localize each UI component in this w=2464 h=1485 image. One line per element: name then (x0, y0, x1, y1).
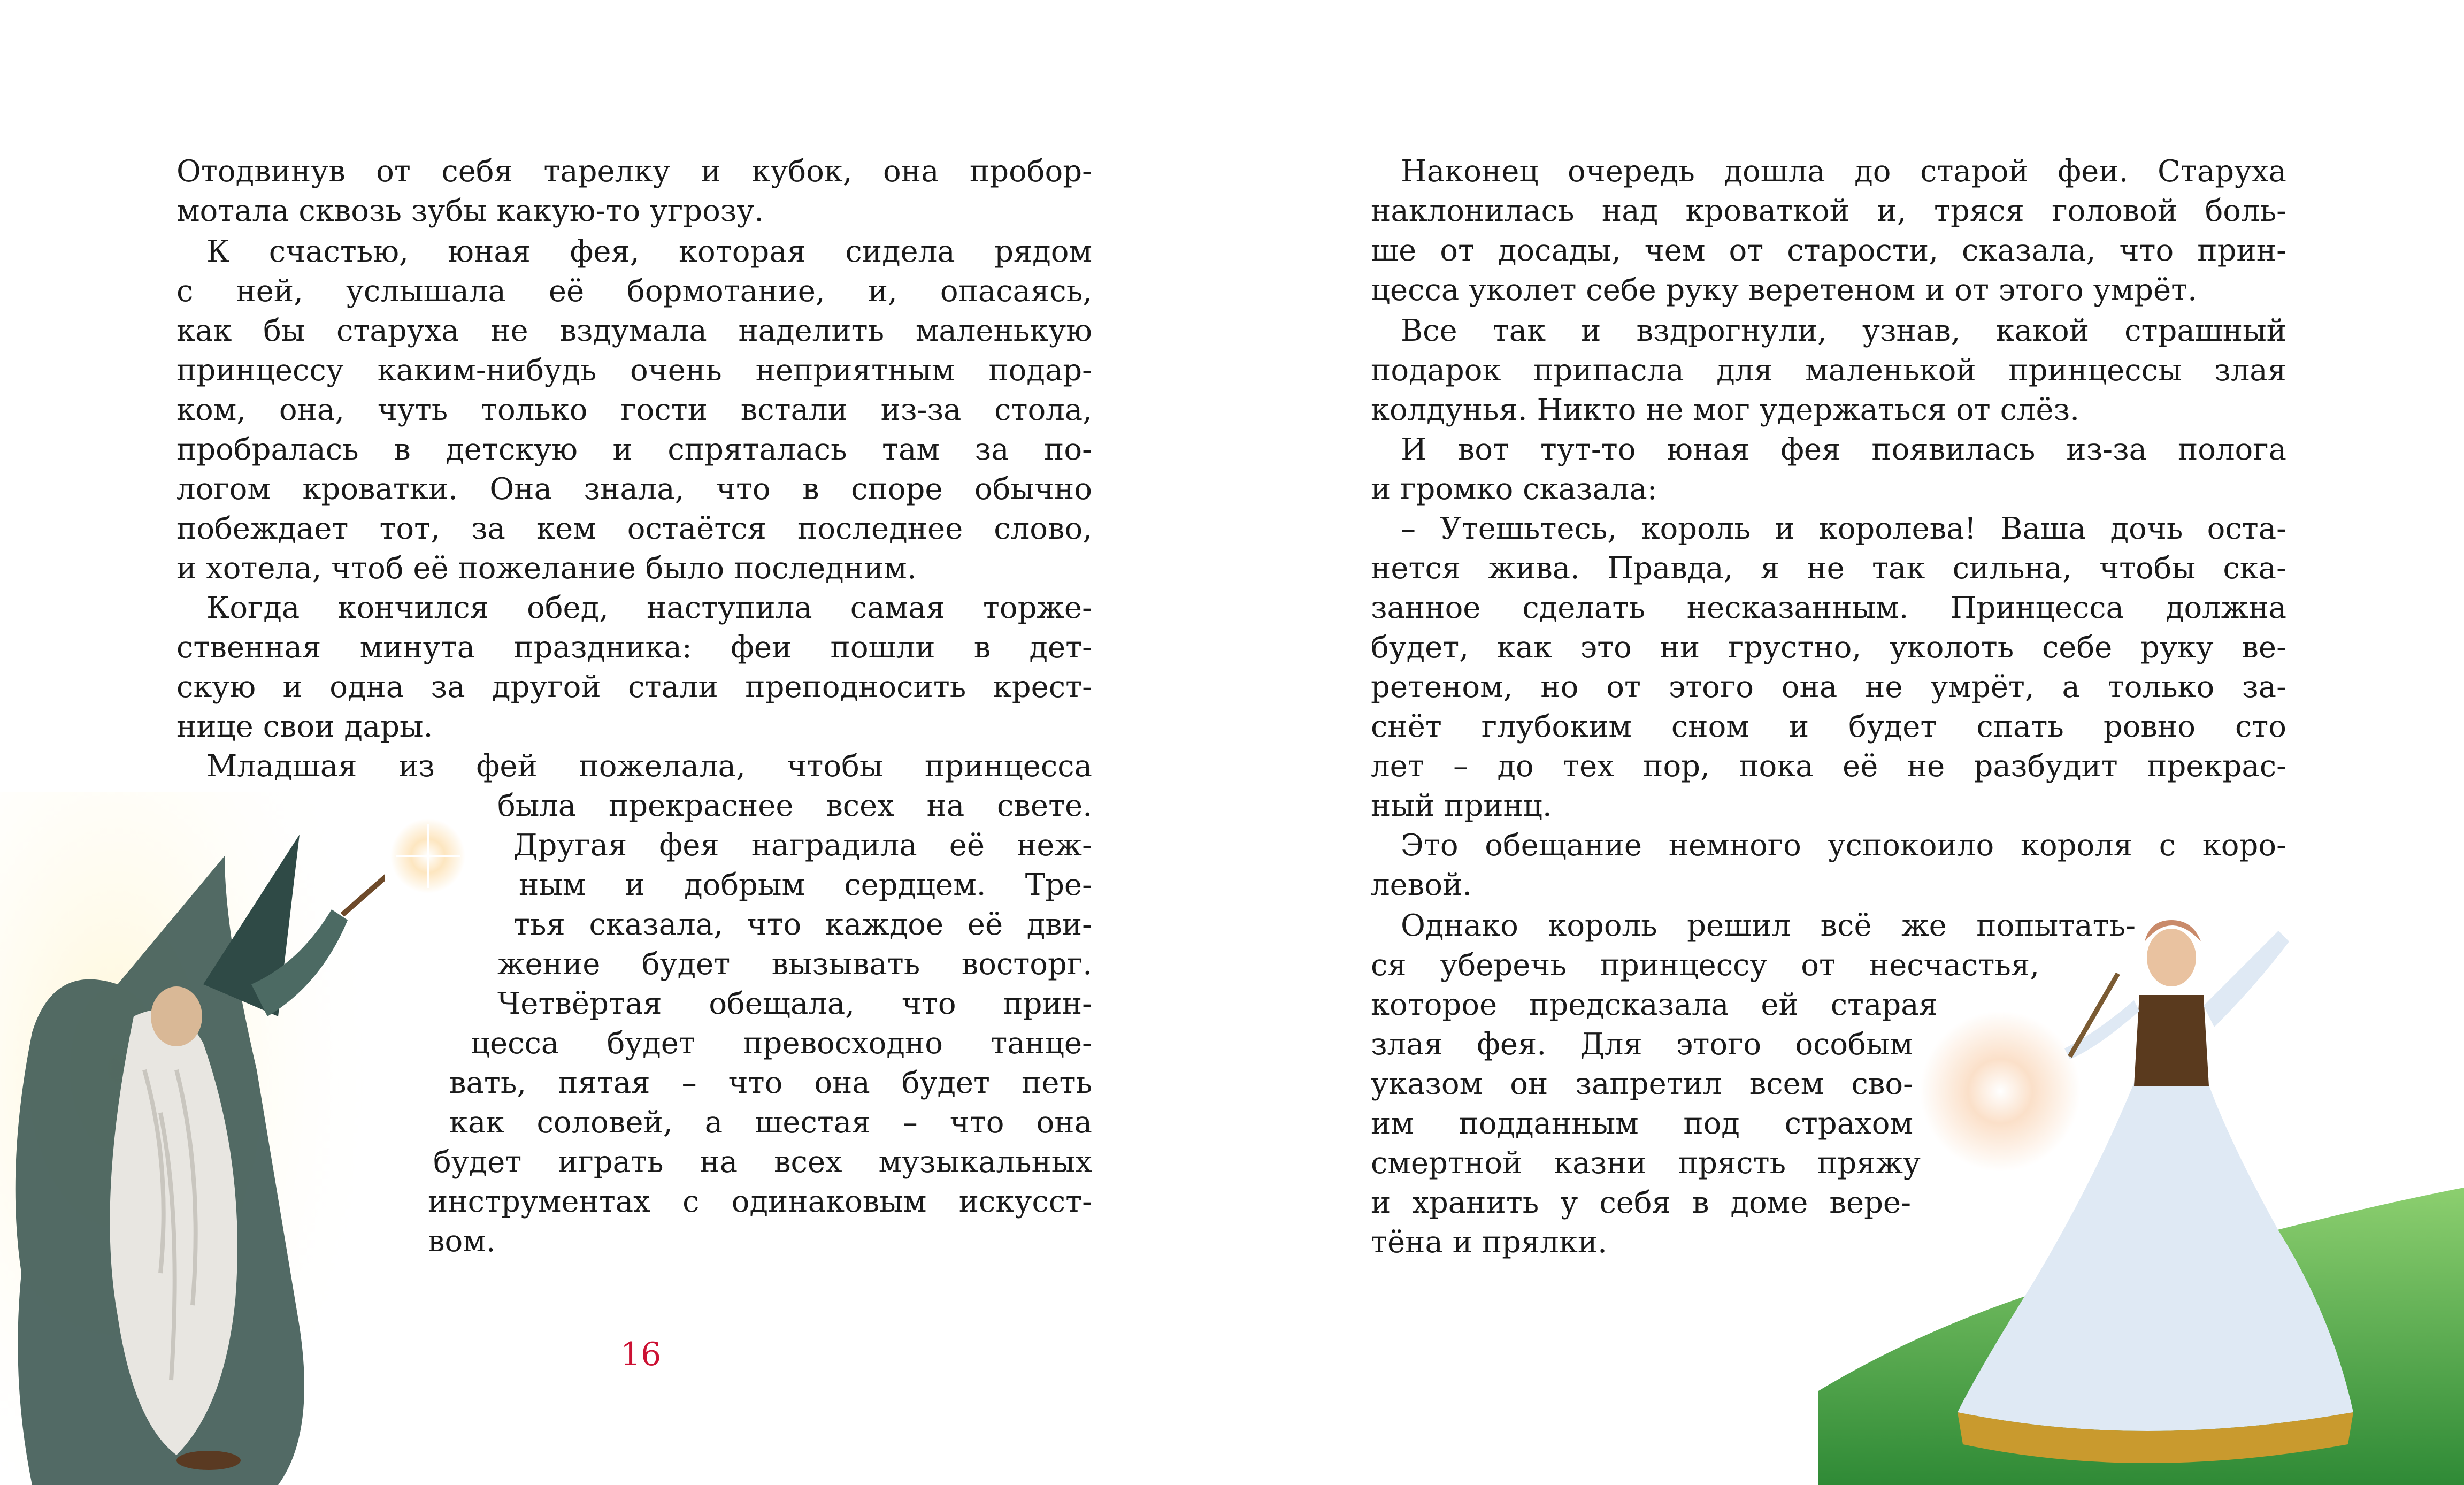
text-line: К счастью, юная фея, которая сидела рядом (206, 234, 1092, 269)
wand-glow-left (385, 813, 471, 899)
text-line: левой. (1371, 868, 1472, 902)
text-line: нется жива. Правда, я не так сильна, чтобы ска- (1371, 551, 2286, 586)
text-line: скую и одна за другой стали преподносить крест- (176, 670, 1092, 705)
text-line: Отодвинув от себя тарелку и кубок, она пробор- (176, 154, 1092, 189)
text-line: И вот тут-то юная фея появилась из-за полога (1401, 432, 2286, 467)
text-line: цесса будет превосходно танце- (471, 1026, 1092, 1061)
text-line: жение будет вызывать восторг. (497, 947, 1092, 982)
text-line: с ней, услышала её бормотание, и, опасаясь, (176, 274, 1092, 309)
text-line: смертной казни прясть пряжу (1371, 1146, 1921, 1181)
text-line: Наконец очередь дошла до старой феи. Старуха (1401, 154, 2286, 189)
text-line: побеждает тот, за кем остаётся последнее слово, (176, 511, 1092, 546)
text-line: тёна и прялки. (1371, 1225, 1607, 1260)
text-line: ретеном, но от этого она не умрёт, а только за- (1371, 670, 2286, 705)
text-line: и хотела, чтоб её пожелание было последним. (176, 551, 917, 586)
text-line: Все так и вздрогнули, узнав, какой страшный (1401, 313, 2286, 348)
text-line: которое предсказала ей старая (1371, 988, 1938, 1022)
text-line: и громко сказала: (1371, 472, 1657, 507)
text-line: Четвёртая обещала, что прин- (497, 986, 1092, 1021)
text-line: нице свои дары. (176, 709, 433, 744)
text-line: ный принц. (1371, 789, 1552, 823)
page-number: 16 (620, 1336, 662, 1373)
text-line: Другая фея наградила её неж- (513, 828, 1092, 863)
text-line: – Утешьтесь, король и королева! Ваша дочь оста- (1401, 511, 2286, 546)
text-line: цесса уколет себе руку веретеном и от этого умрёт. (1371, 273, 2197, 308)
text-line: Однако король решил всё же попытать- (1401, 908, 2136, 943)
text-line: ком, она, чуть только гости встали из-за стола, (176, 393, 1092, 427)
text-line: вом. (428, 1224, 496, 1259)
text-line: злая фея. Для этого особым (1371, 1027, 1913, 1062)
text-line: и хранить у себя в доме вере- (1371, 1185, 1911, 1220)
text-line: как соловей, а шестая – что она (449, 1105, 1092, 1140)
text-line: логом кроватки. Она знала, что в споре обычно (176, 472, 1092, 507)
text-line: ным и добрым сердцем. Тре- (519, 868, 1092, 902)
text-line: ся уберечь принцессу от несчастья, (1371, 948, 2039, 983)
text-line: была прекраснее всех на свете. (497, 789, 1092, 823)
text-line: Младшая из фей пожелала, чтобы принцесса (206, 749, 1092, 784)
text-line: вать, пятая – что она будет петь (449, 1066, 1092, 1100)
text-line: пробралась в детскую и спряталась там за по- (176, 432, 1092, 467)
text-line: ственная минута праздника: феи пошли в дет- (176, 630, 1092, 665)
wizard-illustration (0, 792, 385, 1485)
text-line: лет – до тех пор, пока её не разбудит прекрас- (1371, 749, 2286, 784)
text-line: Когда кончился обед, наступила самая торже- (206, 591, 1092, 625)
text-line: будет, как это ни грустно, уколоть себе руку ве- (1371, 630, 2286, 665)
text-line: занное сделать несказанным. Принцесса должна (1371, 591, 2286, 625)
text-line: мотала сквозь зубы какую-то угрозу. (176, 194, 764, 228)
young-fairy-illustration (1818, 909, 2464, 1485)
text-line: Это обещание немного успокоило короля с коро- (1401, 828, 2286, 863)
text-line: будет играть на всех музыкальных (433, 1145, 1092, 1180)
text-line: принцессу каким-нибудь очень неприятным подар- (176, 353, 1092, 388)
text-line: инструментах с одинаковым искусст- (428, 1184, 1092, 1219)
text-line: наклонилась над кроваткой и, тряся головой боль- (1371, 194, 2286, 228)
text-line: им подданным под страхом (1371, 1106, 1913, 1141)
text-line: как бы старуха не вздумала наделить маленькую (176, 313, 1092, 348)
text-line: колдунья. Никто не мог удержаться от слёз. (1371, 393, 2079, 427)
text-line: снёт глубоким сном и будет спать ровно сто (1371, 709, 2286, 744)
text-line: подарок припасла для маленькой принцессы злая (1371, 353, 2286, 388)
text-line: ше от досады, чем от старости, сказала, что прин- (1371, 233, 2286, 268)
text-line: указом он запретил всем сво- (1371, 1067, 1913, 1101)
text-line: тья сказала, что каждое её дви- (513, 907, 1092, 942)
